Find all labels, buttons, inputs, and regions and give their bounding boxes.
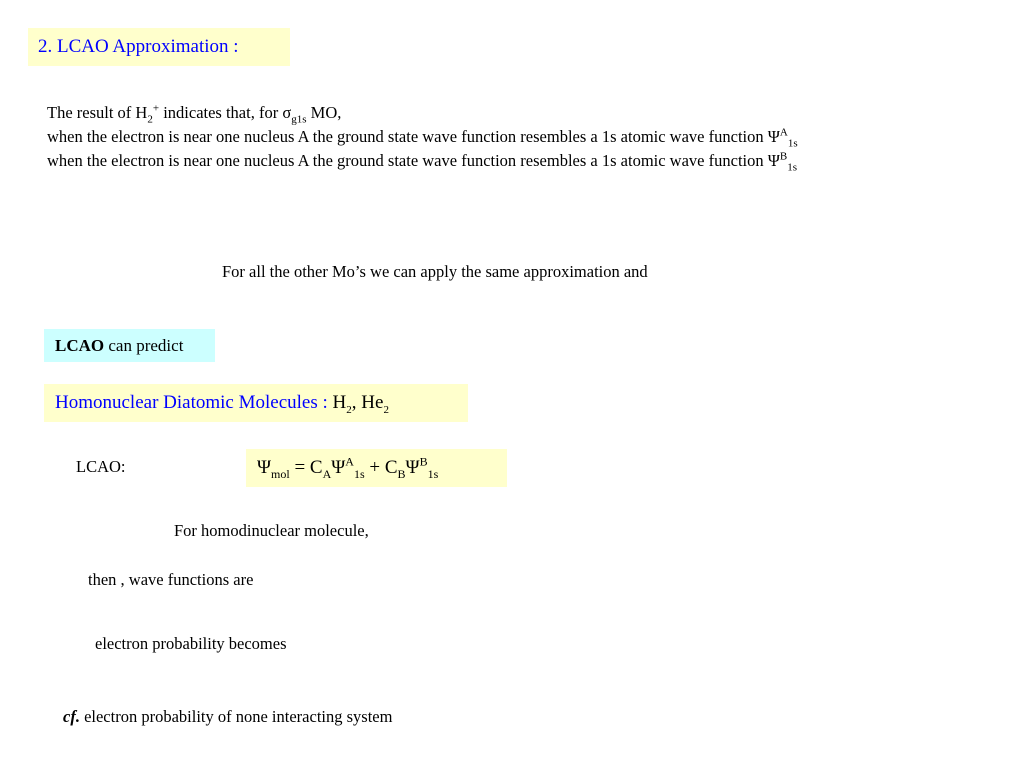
psi-symbol: Ψ (331, 457, 346, 478)
intro-line-2 (47, 125, 798, 149)
for-all-text: For all the other Mo’s we can apply the same approximation and (222, 262, 648, 281)
psi-symbol: Ψ (767, 151, 780, 170)
h2-superscript: + (152, 102, 160, 115)
psi-a-superscript: A (345, 454, 354, 469)
psi-a-subscript: 1s (787, 137, 798, 150)
sigma-subscript: g1s (291, 113, 307, 126)
psi-b-subscript: 1s (787, 161, 798, 174)
sigma-symbol: σ (282, 103, 292, 122)
lcao-bold: LCAO (55, 336, 105, 355)
slide-title (28, 28, 290, 66)
intro-line-1-c: MO, (306, 103, 342, 122)
lcao-label: LCAO: (76, 457, 126, 476)
psi-a-subscript: 1s (353, 466, 365, 481)
cf-text: electron probability of none interacting system (79, 707, 393, 726)
slide-title-text: 2. LCAO Approximation : (38, 36, 239, 57)
psi-symbol: Ψ (257, 457, 272, 478)
intro-line-1-b: indicates that, for (159, 103, 283, 122)
mol-subscript: mol (271, 466, 290, 481)
cf-prefix: cf. (63, 707, 80, 726)
h2-subscript: 2 (147, 113, 153, 126)
electron-probability-text: electron probability becomes (95, 634, 287, 653)
homodinuclear-text: For homodinuclear molecule, (174, 521, 369, 540)
lcao-predict-box (44, 329, 215, 362)
psi-symbol: Ψ (767, 127, 780, 146)
intro-line-3 (47, 149, 798, 173)
psi-b-subscript: 1s (427, 466, 439, 481)
intro-line-2-text: when the electron is near one nucleus A the ground state wave function resembles a 1s atomic wave function (47, 127, 768, 146)
cb-subscript: B (397, 466, 406, 481)
ca-subscript: A (322, 466, 332, 481)
intro-line-3-text: when the electron is near one nucleus A the ground state wave function resembles a 1s atomic wave function (47, 151, 768, 170)
homonuclear-label: Homonuclear Diatomic Molecules : (55, 392, 333, 413)
he-symbol: , He (351, 392, 384, 413)
psi-mol-equation (246, 449, 507, 487)
psi-b-superscript: B (419, 454, 428, 469)
psi-a-superscript: A (779, 126, 788, 139)
intro-line-1-a: The result of H (47, 103, 148, 122)
he2-subscript: 2 (383, 403, 389, 416)
cf-line (63, 707, 392, 727)
equals-ca: = C (289, 457, 323, 478)
homonuclear-heading (44, 384, 468, 422)
h-symbol: H (332, 392, 347, 413)
plus-cb: + C (364, 457, 398, 478)
psi-b-superscript: B (779, 150, 788, 163)
lcao-predict-rest: can predict (104, 336, 184, 355)
intro-line-1 (47, 101, 798, 125)
then-wave-functions-text: then , wave functions are (88, 570, 254, 589)
h2-subscript: 2 (346, 403, 352, 416)
intro-paragraph (47, 101, 798, 173)
psi-symbol: Ψ (405, 457, 420, 478)
